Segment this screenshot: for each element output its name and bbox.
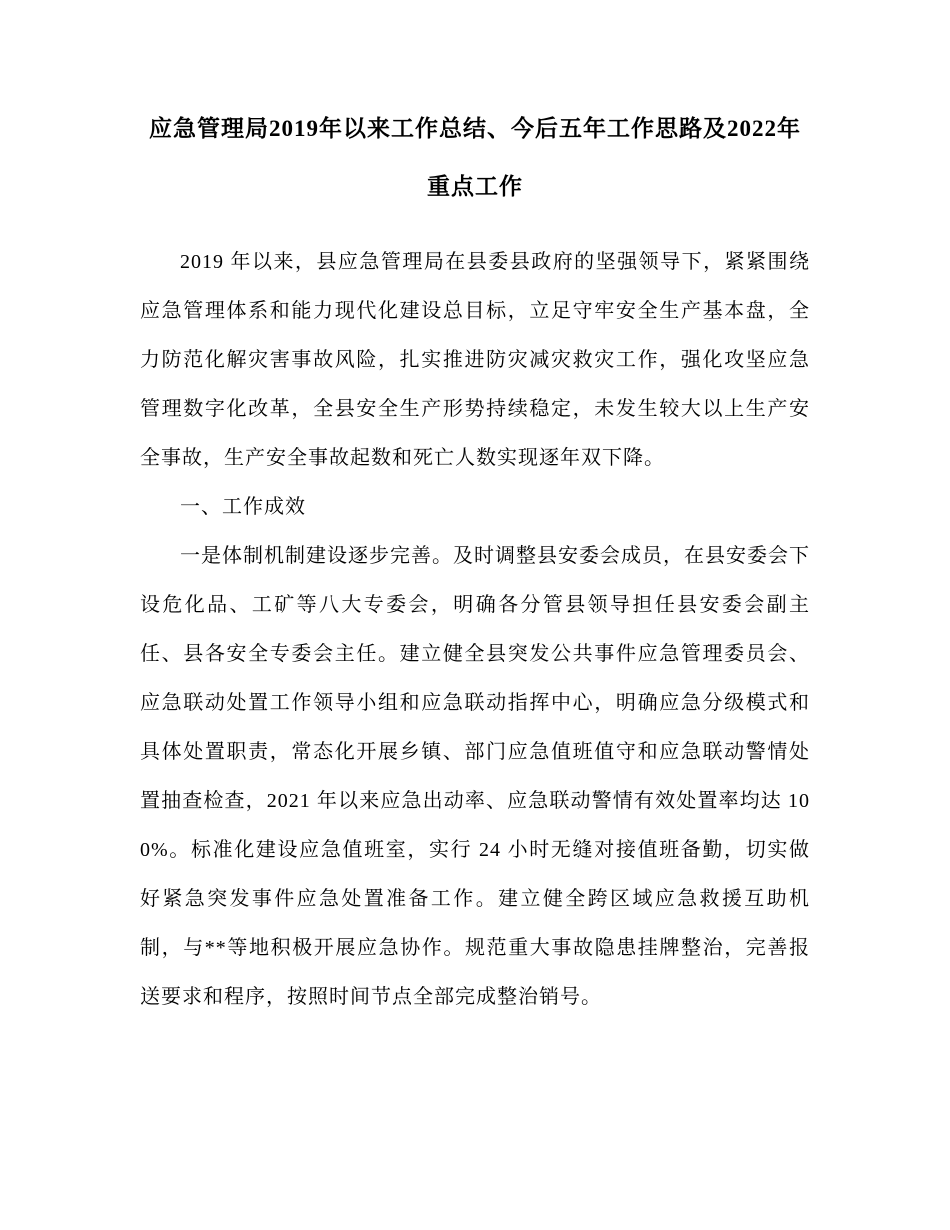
document-body [140, 238, 810, 1022]
paragraph-mechanism-building: 一是体制机制建设逐步完善。及时调整县安委会成员，在县安委会下设危化品、工矿等八大专委会，明确各分管县领导担任县安委会副主任、县各安全专委会主任。建立健全县突发公共事件应急管理委员会、应急联动处置工作领导小组和应急联动指挥中心，明确应急分级模式和具体处置职责，常态化开展乡镇、部门应急值班值守和应急联动警情处置抽查检查，2021 年以来应急出动率、应急联动警情有效处置率均达 100%。标准化建设应急值班室，实行 24 小时无缝对接值班备勤，切实做好紧急突发事件应急处置准备工作。建立健全跨区域应急救援互助机制，与**等地积极开展应急协作。规范重大事故隐患挂牌整治，完善报送要求和程序，按照时间节点全部完成整治销号。 [140, 545, 810, 1008]
document-title: 应急管理局2019年以来工作总结、今后五年工作思路及2022年重点工作 [149, 116, 801, 199]
section-heading-work-results: 一、工作成效 [180, 496, 306, 518]
paragraph-intro: 2019 年以来，县应急管理局在县委县政府的坚强领导下，紧紧围绕应急管理体系和能力现代化建设总目标，立足守牢安全生产基本盘，全力防范化解灾害事故风险，扎实推进防灾减灾救灾工作，强化攻坚应急管理数字化改革，全县安全生产形势持续稳定，未发生较大以上生产安全事故，生产安全事故起数和死亡人数实现逐年双下降。 [140, 251, 810, 469]
